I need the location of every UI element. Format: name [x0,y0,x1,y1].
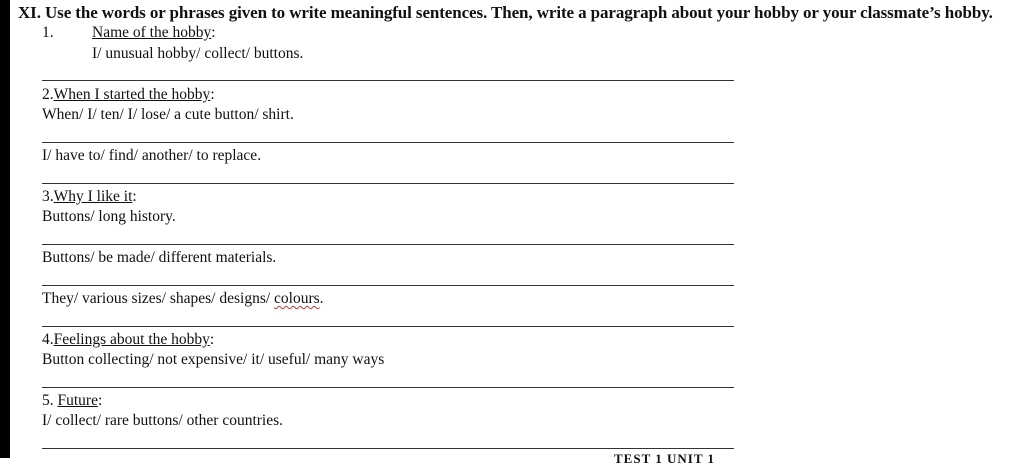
worksheet-page [10,0,1024,466]
section-3-colon: : [132,188,137,205]
section-3-prompt-2: Buttons/ be made/ different materials. [42,249,277,266]
section-3-title: Why I like it [53,188,133,205]
section-3-prompt-3 [42,290,324,308]
answer-line-6[interactable] [42,326,734,327]
section-3-prompt-3-end: . [319,290,324,307]
section-3-number: 3. [42,188,54,205]
answer-line-8[interactable] [42,448,734,449]
section-2-prompt-2: I/ have to/ find/ another/ to replace. [42,147,262,164]
section-3-prompt-3-start: They/ various sizes/ shapes/ designs/ [42,290,275,307]
exercise-heading [18,3,993,23]
section-4-title: Feelings about the hobby [53,331,210,348]
section-5-header [42,392,102,410]
footer-label: TEST 1 UNIT 1 [614,451,716,466]
spellcheck-marked-word: colours [274,290,320,307]
section-2-prompt-1: When/ I/ ten/ I/ lose/ a cute button/ shirt. [42,106,294,123]
section-1-prompt-1: I/ unusual hobby/ collect/ buttons. [92,45,304,62]
section-5-colon: : [97,392,103,409]
section-1-header [92,24,216,42]
section-4-header [42,331,214,349]
section-3-prompt-1: Buttons/ long history. [42,208,176,225]
section-1-colon: : [211,24,216,41]
section-3-header [42,188,137,206]
section-5-prompt-1: I/ collect/ rare buttons/ other countries. [42,412,284,429]
exercise-number: XI. [18,3,41,22]
section-4-colon: : [209,331,215,348]
section-1-title: Name of the hobby [92,24,212,41]
section-2-header [42,86,215,104]
answer-line-5[interactable] [42,285,734,286]
left-edge-bar [0,0,10,458]
answer-line-2[interactable] [42,142,734,143]
section-4-number: 4. [42,331,54,348]
section-2-colon: : [210,86,215,103]
section-5-title: Future [57,392,98,409]
answer-line-7[interactable] [42,387,734,388]
answer-line-3[interactable] [42,183,734,184]
section-5-number: 5. [42,392,58,409]
exercise-instruction: Use the words or phrases given to write meaningful sentences. Then, write a paragraph about your hobby or your classmate’s hobby. [45,3,993,22]
answer-line-4[interactable] [42,244,734,245]
section-2-number: 2. [42,86,54,103]
section-1-number: 1. [42,24,54,41]
answer-line-1[interactable] [42,80,734,81]
section-2-title: When I started the hobby [53,86,211,103]
section-4-prompt-1: Button collecting/ not expensive/ it/ useful/ many ways [42,351,385,368]
